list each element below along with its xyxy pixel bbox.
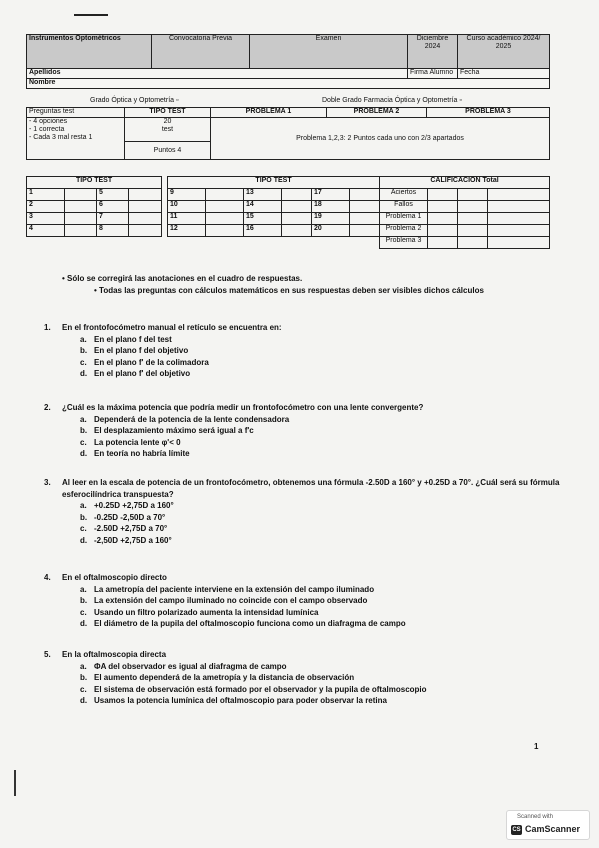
score-box[interactable] bbox=[428, 237, 458, 249]
question-text: ¿Cuál es la máxima potencia que podría medir un frontofocómetro con una lente convergente? bbox=[62, 403, 424, 412]
option-letter: a. bbox=[80, 334, 87, 344]
answer-option bbox=[80, 661, 564, 673]
option-letter: b. bbox=[80, 512, 88, 522]
convocatoria-cell: Convocatoria Previa bbox=[152, 35, 250, 69]
question-number: 10 bbox=[168, 201, 206, 213]
answer-box[interactable] bbox=[282, 225, 312, 237]
answer-option bbox=[80, 345, 564, 357]
question-number: 2 bbox=[27, 201, 65, 213]
answer-box[interactable] bbox=[65, 189, 97, 201]
exam-header-table bbox=[26, 34, 550, 89]
option-text: El sistema de observación está formado por el observador y la pupila de oftalmoscopio bbox=[94, 684, 427, 694]
option-letter: c. bbox=[80, 357, 87, 367]
question-text: En el frontofocómetro manual el retículo se encuentra en: bbox=[62, 323, 282, 332]
answer-option bbox=[80, 618, 564, 630]
answer-grid-left bbox=[26, 176, 162, 237]
question-2 bbox=[44, 402, 564, 460]
answer-option bbox=[80, 437, 564, 449]
total-box[interactable] bbox=[488, 237, 550, 249]
option-text: El diámetro de la pupila del oftalmoscopio funciona como un diafragma de campo bbox=[94, 619, 406, 628]
option-text: En teoría no habría límite bbox=[94, 449, 190, 458]
option-text: En el plano f del objetivo bbox=[94, 346, 189, 355]
answer-option bbox=[80, 414, 564, 426]
table-row bbox=[27, 201, 162, 213]
watermark-brand: CamScanner bbox=[525, 824, 581, 834]
question-number: 20 bbox=[312, 225, 350, 237]
problema2-header: PROBLEMA 2 bbox=[327, 108, 427, 118]
question-number: 15 bbox=[244, 213, 282, 225]
answer-box[interactable] bbox=[282, 189, 312, 201]
instruction-item: • Sólo se corregirá las anotaciones en el cuadro de respuestas. bbox=[62, 274, 303, 283]
score-box[interactable] bbox=[428, 225, 458, 237]
answer-box[interactable] bbox=[65, 201, 97, 213]
answer-option bbox=[80, 368, 564, 380]
option-letter: c. bbox=[80, 684, 87, 694]
question-number: 19 bbox=[312, 213, 350, 225]
score-box[interactable] bbox=[458, 225, 488, 237]
option-text: -2,50D +2,75D a 160° bbox=[94, 535, 172, 545]
question-number: 1 bbox=[27, 189, 65, 201]
score-box[interactable] bbox=[428, 189, 458, 201]
option-letter: d. bbox=[80, 619, 88, 628]
option-text: Usamos la potencia lumínica del oftalmoscopio para poder observar la retina bbox=[94, 696, 387, 705]
answer-option bbox=[80, 425, 564, 437]
option-text: En el plano f' de la colimadora bbox=[94, 357, 209, 367]
question-number: 5. bbox=[44, 650, 51, 659]
subject-cell: Instrumentos Optométricos bbox=[27, 35, 152, 69]
answer-box[interactable] bbox=[282, 213, 312, 225]
question-number: 18 bbox=[312, 201, 350, 213]
option-text: La extensión del campo iluminado no coincide con el campo observado bbox=[94, 596, 368, 605]
answer-box[interactable] bbox=[350, 213, 380, 225]
score-box[interactable] bbox=[458, 237, 488, 249]
camscanner-watermark bbox=[506, 810, 590, 840]
answer-option bbox=[80, 535, 564, 547]
answer-box[interactable] bbox=[129, 213, 162, 225]
pen-mark bbox=[14, 770, 16, 796]
question-number: 1. bbox=[44, 323, 51, 332]
table-row bbox=[168, 213, 550, 225]
option-text: -2.50D +2,75D a 70° bbox=[94, 524, 168, 533]
table-row bbox=[168, 237, 550, 249]
score-box[interactable] bbox=[428, 201, 458, 213]
test-rules bbox=[27, 118, 125, 160]
answer-option bbox=[80, 523, 564, 535]
preguntas-test-label: Preguntas test bbox=[27, 108, 125, 118]
question-5 bbox=[44, 649, 564, 707]
total-box[interactable] bbox=[488, 189, 550, 201]
question-4 bbox=[44, 572, 564, 630]
answer-option bbox=[80, 607, 564, 619]
test-count-label: test bbox=[161, 126, 174, 133]
answer-box[interactable] bbox=[350, 201, 380, 213]
table-row bbox=[168, 201, 550, 213]
answer-grid-right bbox=[167, 176, 550, 249]
table-row bbox=[27, 189, 162, 201]
problema1-header: PROBLEMA 1 bbox=[211, 108, 327, 118]
degree-options bbox=[26, 97, 549, 106]
answer-box[interactable] bbox=[129, 201, 162, 213]
test-count: 20 bbox=[163, 118, 172, 125]
question-number: 8 bbox=[97, 225, 129, 237]
page-number: 1 bbox=[534, 742, 539, 751]
option-letter: d. bbox=[80, 449, 88, 458]
watermark-caption: Scanned with bbox=[517, 814, 554, 820]
question-number: 9 bbox=[168, 189, 206, 201]
exam-structure-table bbox=[26, 107, 550, 160]
answer-box[interactable] bbox=[206, 189, 244, 201]
apellidos-field[interactable]: Apellidos bbox=[27, 69, 408, 79]
question-number: 7 bbox=[97, 213, 129, 225]
option-text: La ametropía del paciente interviene en la extensión del campo iluminado bbox=[94, 584, 375, 594]
answer-option bbox=[80, 584, 564, 596]
option-letter: b. bbox=[80, 426, 88, 435]
instructions bbox=[62, 273, 484, 297]
question-number: 17 bbox=[312, 189, 350, 201]
answer-option bbox=[80, 512, 564, 524]
score-box[interactable] bbox=[458, 213, 488, 225]
option-letter: d. bbox=[80, 696, 88, 705]
problema3-header: PROBLEMA 3 bbox=[427, 108, 550, 118]
question-number: 2. bbox=[44, 403, 51, 412]
answer-box[interactable] bbox=[282, 201, 312, 213]
answer-option bbox=[80, 448, 564, 460]
pen-mark bbox=[74, 14, 108, 16]
option-letter: a. bbox=[80, 661, 87, 671]
question-number: 4 bbox=[27, 225, 65, 237]
table-row bbox=[168, 189, 550, 201]
exam-date-cell: Diciembre 2024 bbox=[408, 35, 458, 69]
instruction-item: • Todas las preguntas con cálculos matemáticos en sus respuestas deben ser visibles dichos cálculos bbox=[94, 286, 484, 295]
firma-field[interactable]: Firma Alumno bbox=[408, 69, 458, 79]
doble-grado-option[interactable]: Doble Grado Farmacia Óptica y Optometría ▫ bbox=[322, 97, 462, 104]
option-text: +0.25D +2,75D a 160° bbox=[94, 501, 174, 510]
answer-option bbox=[80, 500, 564, 512]
rule-item: - 1 correcta bbox=[29, 126, 65, 133]
question-number: 5 bbox=[97, 189, 129, 201]
fecha-field[interactable]: Fecha bbox=[458, 69, 550, 79]
answer-box[interactable] bbox=[350, 225, 380, 237]
option-text: En el plano f' del objetivo bbox=[94, 369, 191, 378]
option-letter: a. bbox=[80, 584, 87, 594]
question-number: 11 bbox=[168, 213, 206, 225]
camscanner-logo-icon: CS bbox=[512, 827, 521, 833]
rule-item: - 4 opciones bbox=[29, 118, 68, 125]
score-label: Problema 2 bbox=[380, 225, 428, 237]
question-text: En el oftalmoscopio directo bbox=[62, 573, 167, 582]
question-1 bbox=[44, 322, 564, 380]
option-text: En el plano f del test bbox=[94, 334, 172, 344]
answer-option bbox=[80, 672, 564, 684]
option-letter: c. bbox=[80, 437, 87, 447]
option-letter: c. bbox=[80, 524, 87, 533]
total-box[interactable] bbox=[488, 213, 550, 225]
academic-year-cell: Curso académico 2024/ 2025 bbox=[458, 35, 550, 69]
option-text: El aumento dependerá de la ametropía y la distancia de observación bbox=[94, 673, 355, 682]
table-row bbox=[27, 225, 162, 237]
option-text: ΦA del observador es igual al diafragma de campo bbox=[94, 661, 287, 671]
score-box[interactable] bbox=[458, 189, 488, 201]
question-number: 16 bbox=[244, 225, 282, 237]
option-letter: d. bbox=[80, 369, 88, 378]
answer-box[interactable] bbox=[129, 189, 162, 201]
option-letter: a. bbox=[80, 414, 87, 424]
option-letter: d. bbox=[80, 535, 88, 545]
score-label: Fallos bbox=[380, 201, 428, 213]
option-letter: b. bbox=[80, 673, 88, 682]
answer-option bbox=[80, 695, 564, 707]
question-number: 13 bbox=[244, 189, 282, 201]
answer-box[interactable] bbox=[129, 225, 162, 237]
answer-grid-left-title: TIPO TEST bbox=[27, 177, 162, 189]
score-label: Problema 3 bbox=[380, 237, 428, 249]
answer-box[interactable] bbox=[65, 213, 97, 225]
answer-box[interactable] bbox=[65, 225, 97, 237]
question-number: 3 bbox=[27, 213, 65, 225]
problems-description: Problema 1,2,3: 2 Puntos cada uno con 2/3 apartados bbox=[211, 118, 550, 160]
answer-box[interactable] bbox=[206, 225, 244, 237]
test-count-cell bbox=[125, 118, 211, 142]
tipo-test-header: TIPO TEST bbox=[125, 108, 211, 118]
option-letter: b. bbox=[80, 346, 88, 355]
option-letter: b. bbox=[80, 596, 88, 605]
score-box[interactable] bbox=[428, 213, 458, 225]
question-number: 14 bbox=[244, 201, 282, 213]
answer-option bbox=[80, 334, 564, 346]
option-letter: a. bbox=[80, 501, 87, 510]
question-number: 6 bbox=[97, 201, 129, 213]
table-row bbox=[168, 225, 550, 237]
option-text: El desplazamiento máximo será igual a f'c bbox=[94, 426, 254, 435]
answer-option bbox=[80, 684, 564, 696]
answer-option bbox=[80, 357, 564, 369]
option-letter: c. bbox=[80, 607, 87, 617]
option-text: -0.25D -2,50D a 70° bbox=[94, 512, 166, 522]
rule-item: - Cada 3 mal resta 1 bbox=[29, 134, 93, 141]
question-number: 12 bbox=[168, 225, 206, 237]
option-text: La potencia lente φ'< 0 bbox=[94, 437, 181, 447]
examen-cell: Examen bbox=[250, 35, 408, 69]
score-label: Problema 1 bbox=[380, 213, 428, 225]
table-row bbox=[27, 213, 162, 225]
question-3 bbox=[44, 477, 564, 546]
question-text: En la oftalmoscopia directa bbox=[62, 650, 167, 659]
test-points: Puntos 4 bbox=[125, 142, 211, 160]
option-text: Dependerá de la potencia de la lente condensadora bbox=[94, 414, 290, 424]
nombre-field[interactable]: Nombre bbox=[27, 79, 550, 89]
question-number: 4. bbox=[44, 573, 51, 582]
answer-box[interactable] bbox=[350, 189, 380, 201]
answer-box[interactable] bbox=[206, 213, 244, 225]
score-box[interactable] bbox=[458, 201, 488, 213]
calificacion-header: CALIFICACIÓN Total bbox=[380, 177, 550, 189]
answer-box[interactable] bbox=[206, 201, 244, 213]
question-number: 3. bbox=[44, 478, 51, 487]
total-box[interactable] bbox=[488, 201, 550, 213]
option-text: Usando un filtro polarizado aumenta la intensidad lumínica bbox=[94, 607, 319, 617]
question-text: Al leer en la escala de potencia de un frontofocómetro, obtenemos una fórmula -2.50D a 160° y +0.25D a 70°. ¿Cuál será su fórmula esferocilíndrica transpuesta? bbox=[62, 478, 560, 499]
grado-option[interactable]: Grado Óptica y Optometría ▫ bbox=[90, 97, 179, 104]
score-label: Aciertos bbox=[380, 189, 428, 201]
answer-grid-right-title: TIPO TEST bbox=[168, 177, 380, 189]
answer-option bbox=[80, 595, 564, 607]
total-box[interactable] bbox=[488, 225, 550, 237]
